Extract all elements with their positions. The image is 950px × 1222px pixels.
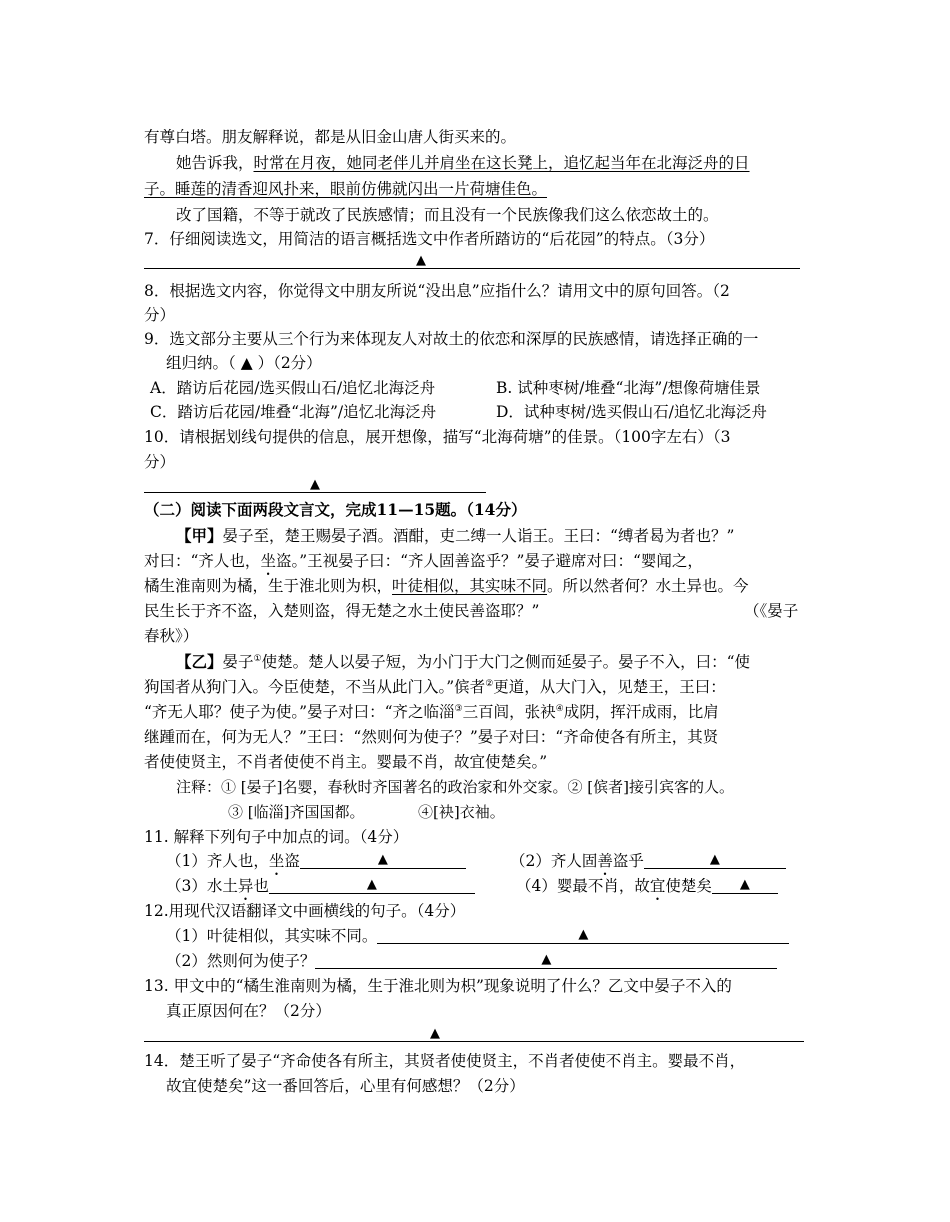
q11-item-1: （1）齐人也，坐盗 ▲ xyxy=(166,851,466,879)
answer-blank[interactable]: ▲ xyxy=(644,852,786,869)
label-yi: 【乙】 xyxy=(176,652,223,671)
question-11: 11. 解释下列句子中加点的词。（4分） xyxy=(144,828,409,846)
text-yi-line: 狗国者从狗门入。今臣使楚，不当从此门入。”傧者②更道，从大门入，见楚王，王曰： xyxy=(144,678,726,696)
text-jia-line: 橘生淮南则为橘，生于淮北则为枳，叶徒相似，其实味不同。所以然者何？水土异也。今 xyxy=(144,577,749,595)
text-jia-line: 【甲】晏子至，楚王赐晏子酒。酒酣，吏二缚一人诣王。王曰：“缚者曷为者也？” xyxy=(176,526,735,545)
answer-blank[interactable]: ▲ xyxy=(315,952,777,969)
q12-item-2: （2）然则何为使子？ ▲ xyxy=(166,951,777,971)
underlined-sentence: 叶徒相似，其实味不同 xyxy=(392,577,548,595)
answer-blank[interactable]: ▲ xyxy=(712,877,778,894)
passage-line: 有尊白塔。朋友解释说，都是从旧金山唐人街买来的。 xyxy=(144,128,517,146)
question-7: 7．仔细阅读选文，用简洁的语言概括选文中作者所踏访的“后花园”的特点。（3分） xyxy=(144,230,715,248)
annotation-notes: 注释：① [晏子]名婴，春秋时齐国著名的政治家和外交家。② [傧者]接引宾客的人。 xyxy=(176,778,734,796)
question-14-cont: 故宜使楚矣”这一番回答后，心里有何感想？（2分） xyxy=(166,1077,525,1095)
answer-line[interactable] xyxy=(144,268,800,269)
q11-item-3: （3）水土异也 ▲ xyxy=(166,876,475,904)
annotation-notes: ④[袂]衣袖。 xyxy=(418,803,505,821)
question-8: 8．根据选文内容，你觉得文中朋友所说“没出息”应指什么？请用文中的原句回答。（2 xyxy=(144,282,730,300)
question-9: 9．选文部分主要从三个行为来体现友人对故土的依恋和深厚的民族感情，请选择正确的一 xyxy=(144,330,759,348)
answer-blank[interactable]: ▲ xyxy=(300,852,466,869)
q11-item-2: （2）齐人固善盗乎 ▲ xyxy=(510,851,786,879)
option-c: C．踏访后花园/堆叠“北海”/追忆北海泛舟 xyxy=(150,403,437,421)
answer-marker: ▲ xyxy=(416,253,426,268)
answer-marker: ▲ xyxy=(240,354,253,372)
option-d: D．试种枣树/选买假山石/追忆北海泛舟 xyxy=(496,403,767,421)
passage-line: 改了国籍，不等于就改了民族感情；而且没有一个民族像我们这么依恋故土的。 xyxy=(176,206,719,224)
text-jia-line: 对曰：“齐人也，坐盗。”王视晏子曰：“齐人固善盗乎？”晏子避席对曰：“婴闻之， xyxy=(144,552,703,570)
text-jia-line: 民生长于齐不盗，入楚则盗，得无楚之水土使民善盗耶？” xyxy=(144,602,540,620)
question-10-cont: 分） xyxy=(144,453,176,471)
answer-blank[interactable]: ▲ xyxy=(377,927,789,944)
question-14: 14．楚王听了晏子“齐命使各有所主，其贤者使使贤主，不肖者使使不肖主。婴最不肖， xyxy=(144,1052,746,1070)
answer-blank[interactable]: ▲ xyxy=(269,877,475,894)
text-yi-line: 继踵而在，何为无人？”王曰：“然则何为使子？”晏子对曰：“齐命使各有所主，其贤 xyxy=(144,728,719,746)
answer-line[interactable] xyxy=(144,492,486,493)
underlined-sentence: 子。睡莲的清香迎风扑来，眼前仿佛就闪出一片荷塘佳色。 xyxy=(144,180,548,198)
label-jia: 【甲】 xyxy=(176,526,223,545)
q12-item-1: （1）叶徒相似，其实味不同。 ▲ xyxy=(166,926,789,946)
question-8-cont: 分） xyxy=(144,306,176,324)
option-b: B. 试种枣树/堆叠“北海”/想像荷塘佳景 xyxy=(496,379,761,397)
text-yi-line: 者使使贤主，不肖者使使不肖主。婴最不肖，故宜使楚矣。” xyxy=(144,753,548,771)
underlined-sentence: 时常在月夜，她同老伴儿并肩坐在这长凳上，追忆起当年在北海泛舟的日 xyxy=(253,154,750,172)
option-a: A．踏访后花园/选买假山石/追忆北海泛舟 xyxy=(150,379,436,397)
question-12: 12.用现代汉语翻译文中画横线的句子。（4分） xyxy=(144,902,466,920)
annotation-notes: ③ [临淄]齐国国都。 xyxy=(228,803,365,821)
answer-marker: ▲ xyxy=(430,1026,440,1041)
text-yi-line: “齐无人耶？使子为使。”晏子对曰：“齐之临淄③三百闾，张袂④成阴，挥汗成雨，比肩 xyxy=(144,703,719,721)
source-citation: 春秋》） xyxy=(144,627,199,645)
question-9-cont: 组归纳。（ ▲ ）（2分） xyxy=(166,354,322,372)
passage-line: 她告诉我，时常在月夜，她同老伴儿并肩坐在这长凳上，追忆起当年在北海泛舟的日 xyxy=(176,154,750,172)
text-yi-line: 【乙】晏子①使楚。楚人以晏子短，为小门于大门之侧而延晏子。晏子不入，曰：“使 xyxy=(176,652,751,671)
section-heading: （二）阅读下面两段文言文，完成11—15题。（14分） xyxy=(144,500,527,519)
question-13-cont: 真正原因何在？（2分） xyxy=(166,1002,331,1020)
q11-item-4: （4）婴最不肖，故宜使楚矣 ▲ xyxy=(516,876,778,904)
question-10: 10．请根据划线句提供的信息，展开想像，描写“北海荷塘”的佳景。（100字左右）（3 xyxy=(144,428,731,446)
source-citation: （《晏子 xyxy=(744,602,799,620)
answer-marker: ▲ xyxy=(310,477,320,492)
answer-line[interactable] xyxy=(144,1041,804,1042)
question-13: 13. 甲文中的“橘生淮南则为橘，生于淮北则为枳”现象说明了什么？乙文中晏子不入的 xyxy=(144,977,732,995)
